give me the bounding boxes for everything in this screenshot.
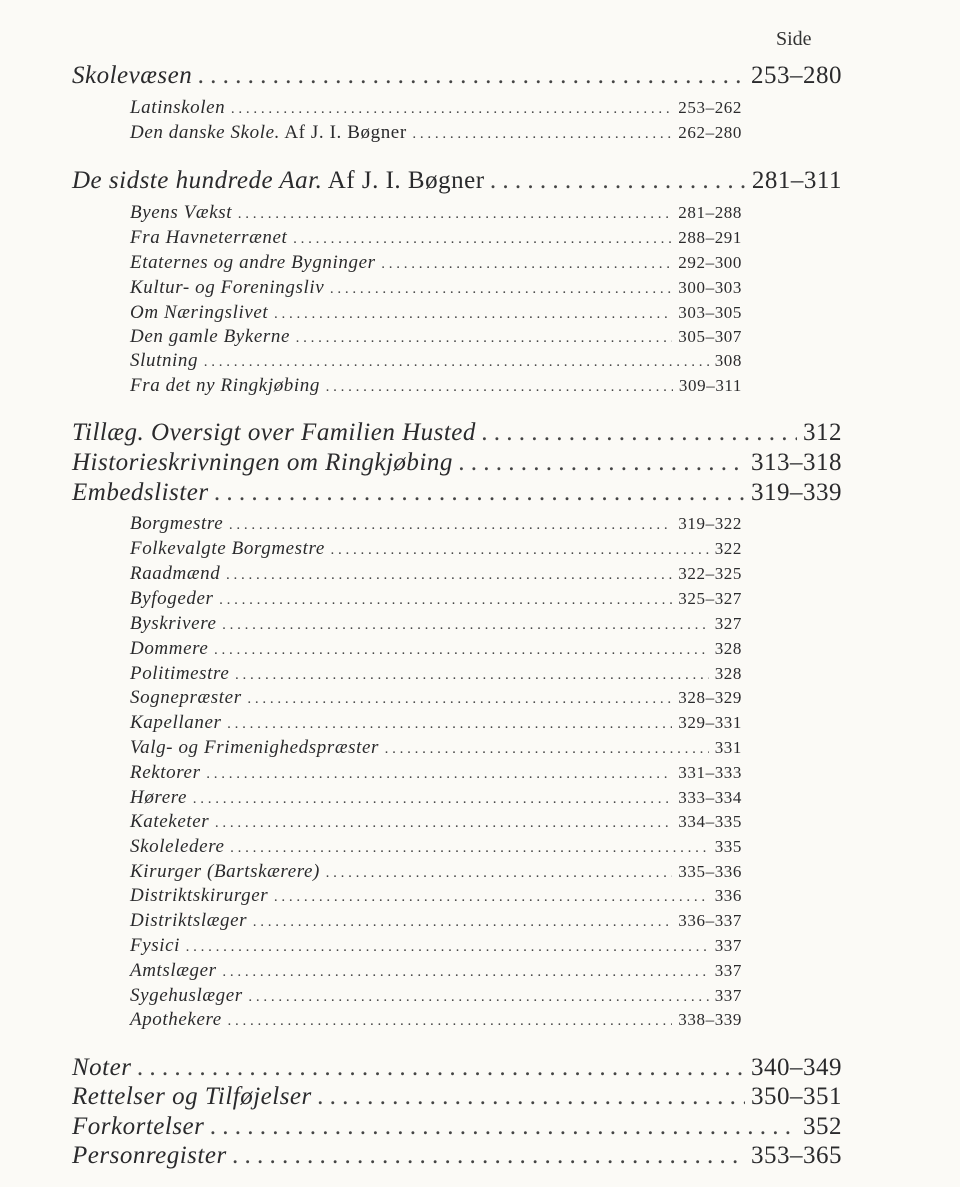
toc-entry-skoleledere[interactable]	[130, 836, 742, 858]
toc-entry-raadmaend[interactable]	[130, 563, 742, 585]
entry-title: Fysici	[130, 935, 181, 956]
entry-title: Skolevæsen	[72, 62, 193, 89]
entry-pages: 338–339	[678, 1010, 742, 1029]
entry-title	[72, 167, 485, 195]
dot-leader	[326, 379, 673, 396]
entry-pages: 319–339	[751, 479, 842, 506]
dot-leader	[318, 1083, 745, 1111]
dot-leader	[228, 1013, 672, 1030]
entry-title: Distriktskirurger	[130, 885, 269, 906]
dot-leader	[253, 914, 672, 931]
toc-entry-personregister[interactable]	[72, 1142, 842, 1170]
dot-leader	[331, 542, 709, 559]
entry-title: Sygehuslæger	[130, 985, 243, 1006]
entry-title: Noter	[72, 1054, 132, 1081]
entry-pages: 328	[714, 664, 742, 683]
dot-leader	[137, 1054, 745, 1082]
entry-pages: 300–303	[678, 278, 742, 297]
entry-pages: 340–349	[751, 1054, 842, 1081]
entry-pages: 313–318	[751, 449, 842, 476]
entry-title: Rettelser og Tilføjelser	[72, 1083, 312, 1110]
entry-pages: 325–327	[678, 589, 742, 608]
dot-leader	[198, 62, 745, 90]
entry-title: Distriktslæger	[130, 910, 248, 931]
dot-leader	[274, 306, 672, 323]
toc-entry-distriktslaeger[interactable]	[130, 910, 742, 932]
entry-pages: 331–333	[678, 763, 742, 782]
entry-title: Den gamle Bykerne	[130, 326, 291, 347]
toc-entry-sidste-hundrede-aar[interactable]	[72, 167, 842, 195]
entry-title	[130, 122, 407, 144]
entry-pages: 335–336	[678, 862, 742, 881]
toc-entry-byens-vaekst[interactable]	[130, 202, 742, 224]
dot-leader	[233, 1142, 745, 1170]
dot-leader	[229, 517, 672, 534]
dot-leader	[249, 989, 709, 1006]
entry-title: Kultur- og Foreningsliv	[130, 277, 325, 298]
entry-pages: 329–331	[678, 713, 742, 732]
entry-title: Skoleledere	[130, 836, 225, 857]
toc-entry-rettelser[interactable]	[72, 1083, 842, 1111]
entry-pages: 336–337	[678, 911, 742, 930]
entry-title: Tillæg. Oversigt over Familien Husted	[72, 419, 476, 446]
dot-leader	[219, 592, 672, 609]
entry-pages: 337	[714, 936, 742, 955]
dot-leader	[223, 964, 709, 981]
dot-leader	[293, 231, 672, 248]
dot-leader	[231, 101, 672, 118]
dot-leader	[215, 479, 745, 507]
dot-leader	[215, 815, 672, 832]
entry-pages: 262–280	[678, 123, 742, 142]
toc-entry-danske-skole[interactable]	[130, 122, 742, 144]
toc-entry-kapellaner[interactable]	[130, 712, 742, 734]
entry-title: Hørere	[130, 787, 188, 808]
dot-leader	[231, 840, 709, 857]
entry-pages: 253–280	[751, 62, 842, 89]
toc-entry-apothekere[interactable]	[130, 1009, 742, 1031]
entry-title: Rektorer	[130, 762, 201, 783]
toc-entry-horere[interactable]	[130, 787, 742, 809]
entry-pages: 319–322	[678, 514, 742, 533]
toc-entry-noter[interactable]	[72, 1054, 842, 1082]
entry-pages: 331	[714, 738, 742, 757]
entry-title: Historieskrivningen om Ringkjøbing	[72, 449, 453, 476]
toc-entry-politimestre[interactable]	[130, 663, 742, 685]
entry-pages: 281–288	[678, 203, 742, 222]
entry-title: Etaternes og andre Bygninger	[130, 252, 376, 273]
entry-pages: 288–291	[678, 228, 742, 247]
entry-title: Personregister	[72, 1142, 227, 1169]
entry-pages: 292–300	[678, 253, 742, 272]
entry-title: Raadmænd	[130, 563, 221, 584]
entry-title: Om Næringslivet	[130, 302, 269, 323]
entry-pages: 281–311	[751, 167, 842, 194]
toc-entry-valg[interactable]	[130, 737, 742, 759]
toc-entry-historieskrivningen[interactable]	[72, 449, 842, 477]
entry-pages: 352	[803, 1113, 842, 1140]
entry-author: Af J. I. Bøgner	[280, 122, 407, 143]
dot-leader	[223, 617, 709, 634]
entry-title: Borgmestre	[130, 513, 224, 534]
dot-leader	[226, 567, 672, 584]
toc-entry-latinskolen[interactable]	[130, 97, 742, 119]
entry-title: Kateketer	[130, 811, 210, 832]
dot-leader	[296, 330, 672, 347]
dot-leader	[385, 741, 709, 758]
entry-title: Slutning	[130, 350, 199, 371]
toc-entry-distriktskirurger[interactable]	[130, 885, 742, 907]
dot-leader	[330, 281, 672, 298]
entry-title: Fra det ny Ringkjøbing	[130, 375, 320, 396]
entry-pages: 328	[714, 639, 742, 658]
entry-title: Politimestre	[130, 663, 230, 684]
dot-leader	[204, 354, 709, 371]
dot-leader	[228, 716, 673, 733]
entry-pages: 353–365	[751, 1142, 842, 1169]
dot-leader	[459, 449, 745, 477]
entry-pages: 305–307	[678, 327, 742, 346]
toc-entry-embedslister[interactable]	[72, 479, 842, 507]
entry-title: Apothekere	[130, 1009, 222, 1030]
dot-leader	[186, 939, 709, 956]
toc-entry-kirurger[interactable]	[130, 861, 742, 883]
toc-entry-fysici[interactable]	[130, 935, 742, 957]
toc-entry-ny-ringkjobing[interactable]	[130, 375, 742, 397]
toc-entry-havneterraenet[interactable]	[130, 227, 742, 249]
dot-leader	[248, 691, 673, 708]
entry-pages: 309–311	[678, 376, 742, 395]
entry-title: Byfogeder	[130, 588, 214, 609]
toc-entry-naeringslivet[interactable]	[130, 302, 742, 324]
entry-pages: 350–351	[751, 1083, 842, 1110]
entry-title: Byskrivere	[130, 613, 217, 634]
toc-entry-slutning[interactable]	[130, 350, 742, 372]
dot-leader	[274, 889, 708, 906]
toc-entry-tillaeg[interactable]	[72, 419, 842, 447]
entry-title: Dommere	[130, 638, 209, 659]
toc-entry-rektorer[interactable]	[130, 762, 742, 784]
entry-pages: 327	[714, 614, 742, 633]
dot-leader	[326, 865, 672, 882]
entry-title: Embedslister	[72, 479, 209, 506]
entry-title-main: De sidste hundrede Aar.	[72, 167, 323, 194]
dot-leader	[210, 1113, 797, 1141]
entry-title: Forkortelser	[72, 1113, 205, 1140]
entry-title: Fra Havneterrænet	[130, 227, 288, 248]
entry-title: Kirurger (Bartskærere)	[130, 861, 320, 882]
side-column-label: Side	[776, 28, 812, 50]
toc-entry-folkevalgte[interactable]	[130, 538, 742, 560]
toc-entry-sygehuslaeger[interactable]	[130, 985, 742, 1007]
toc-entry-forkortelser[interactable]	[72, 1113, 842, 1141]
entry-title: Sognepræster	[130, 687, 242, 708]
entry-pages: 334–335	[678, 812, 742, 831]
toc-entry-dommere[interactable]	[130, 638, 742, 660]
entry-pages: 337	[714, 961, 742, 980]
entry-author: Af J. I. Bøgner	[322, 167, 485, 194]
entry-pages: 303–305	[678, 303, 742, 322]
entry-pages: 308	[714, 351, 742, 370]
toc-entry-sognepraester[interactable]	[130, 687, 742, 709]
entry-pages: 336	[714, 886, 742, 905]
entry-pages: 322–325	[678, 564, 742, 583]
toc-entry-skolevaesen[interactable]	[72, 62, 842, 90]
entry-title: Kapellaner	[130, 712, 222, 733]
entry-pages: 333–334	[678, 788, 742, 807]
toc-entry-etaternes[interactable]	[130, 252, 742, 274]
toc-entry-kateketer[interactable]	[130, 811, 742, 833]
dot-leader	[413, 126, 673, 143]
dot-leader	[238, 206, 672, 223]
toc-entry-byskrivere[interactable]	[130, 613, 742, 635]
entry-pages: 322	[714, 539, 742, 558]
dot-leader	[482, 419, 797, 447]
entry-pages: 253–262	[678, 98, 742, 117]
dot-leader	[214, 642, 708, 659]
toc-entry-byfogeder[interactable]	[130, 588, 742, 610]
dot-leader	[193, 791, 672, 808]
dot-leader	[235, 667, 708, 684]
dot-leader	[382, 256, 673, 273]
dot-leader	[207, 766, 673, 783]
entry-title: Folkevalgte Borgmestre	[130, 538, 325, 559]
entry-title: Amtslæger	[130, 960, 217, 981]
entry-title: Byens Vækst	[130, 202, 233, 223]
dot-leader	[491, 167, 746, 195]
toc-entry-kultur[interactable]	[130, 277, 742, 299]
entry-pages: 337	[714, 986, 742, 1005]
entry-pages: 312	[803, 419, 842, 446]
toc-entry-amtslaeger[interactable]	[130, 960, 742, 982]
toc-entry-borgmestre[interactable]	[130, 513, 742, 535]
entry-title-main: Den danske Skole.	[130, 122, 281, 143]
toc-entry-bykerne[interactable]	[130, 326, 742, 348]
entry-pages: 335	[714, 837, 742, 856]
entry-title: Valg- og Frimenighedspræster	[130, 737, 380, 758]
entry-pages: 328–329	[678, 688, 742, 707]
entry-title: Latinskolen	[130, 97, 226, 118]
